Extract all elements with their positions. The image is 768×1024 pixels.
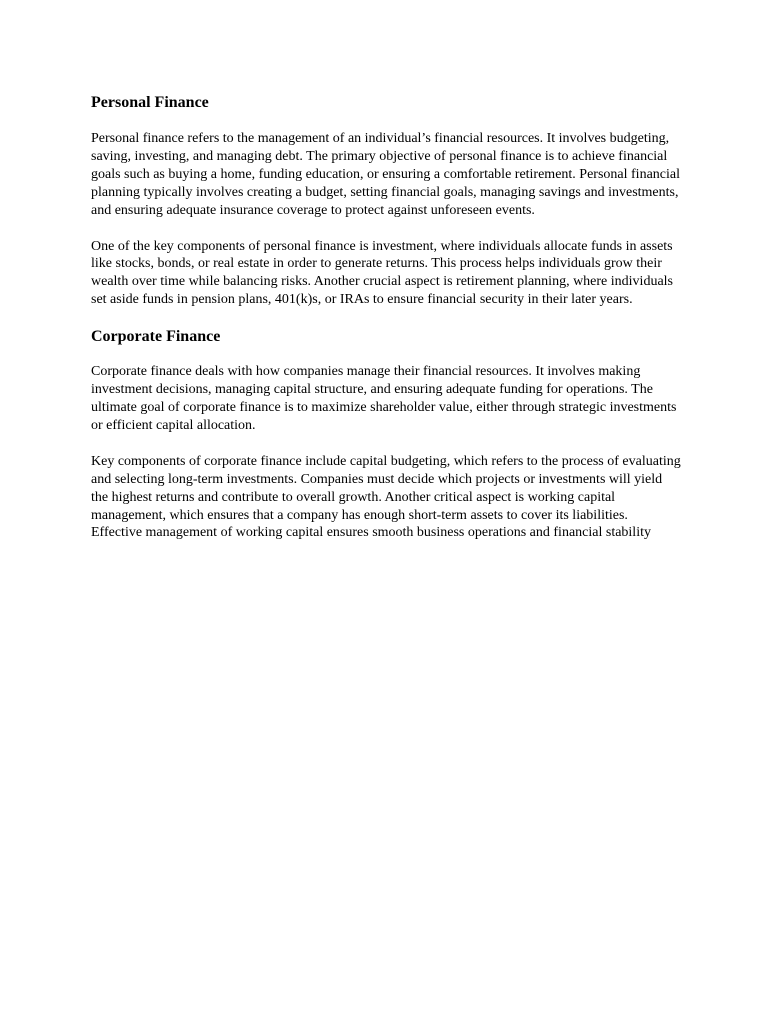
document-body [91,92,681,542]
paragraph-personal-finance-1: Personal finance refers to the management of an individual’s financial resources. It involves budgeting, saving, investing, and managing debt. The primary objective of personal finance is to achieve financial goals such as buying a home, funding education, or ensuring a comfortable retirement. Personal financial planning typically involves creating a budget, setting financial goals, managing savings and investments, and ensuring adequate insurance coverage to protect against unforeseen events. [91,131,680,218]
paragraph-spacer [91,220,681,238]
paragraph-corporate-finance-1: Corporate finance deals with how companies manage their financial resources. It involves making investment decisions, managing capital structure, and ensuring adequate funding for operations. The ultimate goal of corporate finance is to maximize shareholder value, either through strategic investments or efficient capital allocation. [91,364,677,433]
paragraph-personal-finance-2: One of the key components of personal finance is investment, where individuals allocate funds in assets like stocks, bonds, or real estate in order to generate returns. This process helps individuals grow their wealth over time while balancing risks. Another crucial aspect is retirement planning, where individuals set aside funds in pension plans, 401(k)s, or IRAs to ensure financial security in their later years. [91,238,673,308]
paragraph-spacer [91,435,681,453]
section-heading-corporate-finance: Corporate Finance [91,328,221,346]
paragraph-corporate-finance-2: Key components of corporate finance include capital budgeting, which refers to the process of evaluating and selecting long-term investments. Companies must decide which projects or investments will yield the highest returns and contribute to overall growth. Another critical aspect is working capital management, which ensures that a company has enough short-term assets to cover its liabilities. Effective management of working capital ensures smooth business operations and financial stability [91,453,681,541]
section-heading-personal-finance: Personal Finance [91,94,209,111]
